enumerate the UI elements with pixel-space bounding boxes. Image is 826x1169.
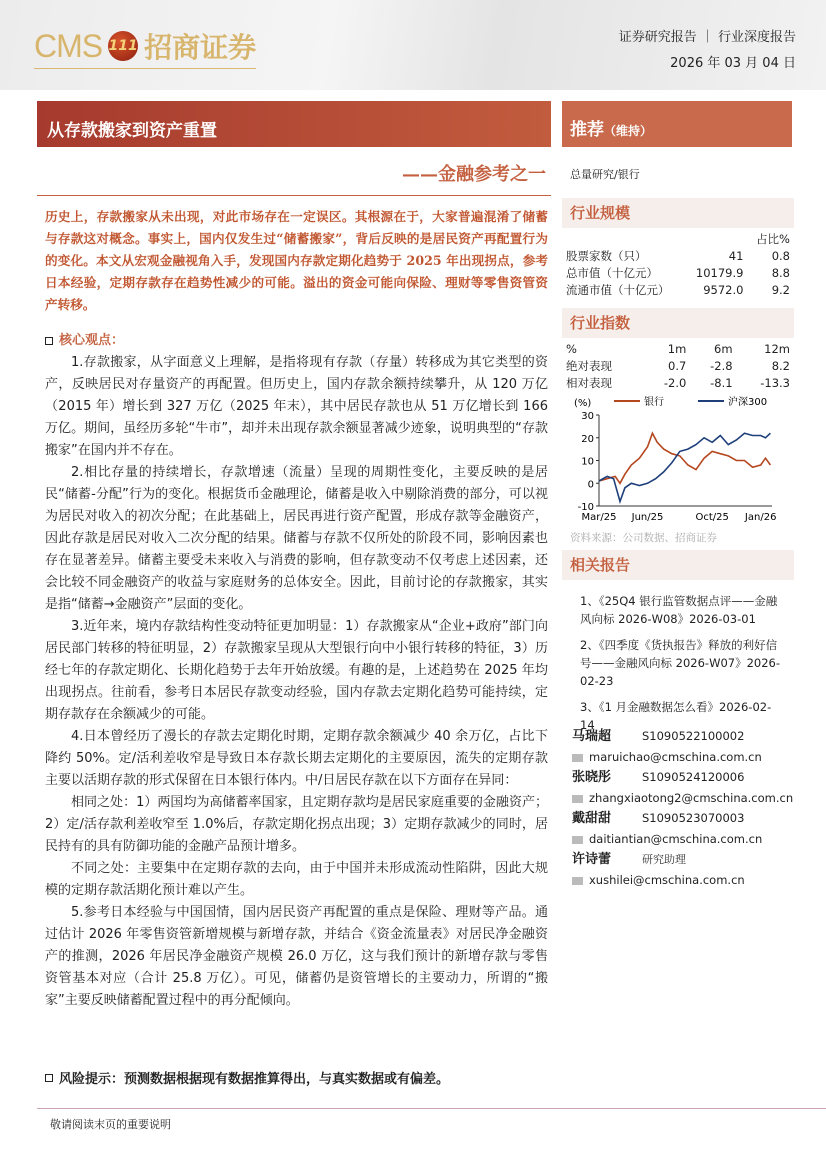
core-views — [45, 330, 548, 1012]
risk-warning: 风险提示：预测数据根据现有数据推算得出，与真实数据或有偏差。 — [45, 1068, 449, 1087]
analyst-email[interactable]: daitiantian@cmschina.com.cn — [589, 832, 763, 846]
divider — [37, 195, 551, 196]
industry-index — [562, 308, 794, 391]
footer-note: 敬请阅读末页的重要说明 — [50, 1118, 171, 1131]
report-header — [0, 0, 826, 90]
related-reports-heading: 相关报告 — [562, 550, 794, 580]
chart-source: 资料来源：公司数据、招商证券 — [570, 532, 717, 544]
y-tick-label: 20 — [581, 433, 594, 445]
analyst-id: S1090523070003 — [642, 811, 745, 825]
analyst-id: S1090524120006 — [642, 770, 745, 784]
analyst-name: 马瑞超 — [572, 729, 612, 744]
paragraph: 4.日本曾经历了漫长的存款去定期化时期，定期存款余额减少 40 余万亿，占比下降约 50%。定/活利差收窄是导致日本存款长期去定期化的主要原因，流失的定期存款主要以活期存款的形式保留在日本银行体内。中/日居民存款在以下方面存在异同： — [45, 729, 548, 788]
x-tick-label: Jan/26 — [744, 512, 777, 523]
y-axis-label: (%) — [574, 398, 592, 409]
logo-badge-icon: 111 — [108, 31, 138, 61]
industry-scale-heading: 行业规模 — [562, 198, 794, 228]
paragraph: 1.存款搬家，从字面意义上理解，是指将现有存款（存量）转移成为其它类型的资产，反映居民对存量资产的再配置。但历史上，国内存款余额持续攀升，从 120 万亿（2015 年）增长到 327 万亿（2025 年末），其中居民存款也从 51 万亿增长到 166 万亿。期间，虽经历多轮“牛市”，却并未出现存款余额显著减少迹象，说明典型的“存款搬家”在国内并不存在。 — [45, 355, 548, 458]
table-row: 股票家数（只） 41 0.8 — [566, 248, 790, 263]
core-views-heading: 核心观点： — [45, 330, 548, 352]
x-tick-label: Jun/25 — [631, 512, 664, 523]
table-row: 总市值（十亿元） 10179.9 8.8 — [566, 265, 790, 280]
legend-bank: 银行 — [644, 397, 664, 408]
email-icon — [572, 795, 583, 803]
series-line-bank — [599, 433, 770, 483]
analyst-name: 戴甜甜 — [572, 811, 612, 826]
x-tick-label: Oct/25 — [695, 512, 729, 523]
checkbox-bullet-icon — [45, 337, 53, 345]
industry-index-heading: 行业指数 — [562, 308, 794, 338]
table-row: 绝对表现 0.7 -2.8 8.2 — [566, 358, 790, 373]
analyst-name: 许诗蕾 — [572, 852, 612, 867]
sector-label: 总量研究/银行 — [570, 168, 640, 181]
report-date: 2026 年 03 月 04 日 — [670, 56, 796, 71]
rating-label: 推荐 — [570, 120, 604, 140]
paragraph: 相同之处：1）两国均为高储蓄率国家，且定期存款均是居民家庭重要的金融资产；2）定/活存款利差收窄至 1.0%后，存款定期化拐点出现；3）定期存款减少的同时，居民持有的具有防御功能的金融产品预计增多。 — [45, 795, 548, 854]
industry-scale-table: 占比% 股票家数（只） 41 0.8 总市值（十亿元） 10179.9 8.8 流通市值（十亿元） 9572.0 9.2 — [562, 230, 794, 298]
summary: 历史上，存款搬家从未出现，对此市场存在一定误区。其根源在于，大家普遍混淆了储蓄与存款这对概念。事实上，国内仅发生过“储蓄搬家”，背后反映的是居民资产再配置行为的变化。本文从宏观金融视角入手，发现国内存款定期化趋势于 2025 年出现拐点，参考日本经验，定期存款存在趋势性减少的可能。溢出的资金可能向保险、理财等零售资管资产转移。 — [45, 209, 548, 312]
analyst-email[interactable]: zhangxiaotong2@cmschina.com.cn — [589, 791, 794, 805]
paragraph: 5.参考日本经验与中国国情，国内居民资产再配置的重点是保险、理财等产品。通过估计 2026 年零售资管新增规模与新增存款，并结合《资金流量表》对居民净金融资产的推测，2026 年居民净金融资产规模 26.0 万亿，这与我们预计的新增存款与零售资管基本对应（合计 25.8 万亿）。可见，储蓄仍是资管增长的主要动力，所谓的“搬家”主要反映储蓄配置过程中的再分配倾向。 — [45, 905, 548, 1008]
y-tick-label: 30 — [581, 411, 594, 422]
email-icon — [572, 836, 583, 844]
email-icon — [572, 754, 583, 762]
y-tick-label: -10 — [577, 502, 594, 513]
analyst-email[interactable]: maruichao@cmschina.com.cn — [589, 750, 762, 764]
rating-sub: （维持） — [604, 124, 653, 138]
table-row: 相对表现 -2.0 -8.1 -13.3 — [566, 375, 790, 390]
paragraph: 2.相比存量的持续增长，存款增速（流量）呈现的周期性变化，主要反映的是居民“储蓄-分配”行为的变化。根据货币金融理论，储蓄是收入中剔除消费的部分，可以视为居民对收入的初次分配；在此基础上，居民再进行资产配置，形成存款等金融资产，因此存款是居民对收入二次分配的结果。储蓄与存款不仅所处的阶段不同，影响因素也存在显著差异。储蓄主要受未来收入与消费的影响，但存款变动不仅考虑上述因素，还会比较不同金融资产的收益与家庭财务的总体安全。因此，目前讨论的存款搬家，其实是指“储蓄→金融资产”层面的变化。 — [45, 465, 548, 612]
related-report-link[interactable]: 2、《四季度《货执报告》释放的利好信号——金融风向标 2026-W07》2026-02-23 — [580, 638, 780, 688]
analyst-id: S1090522100002 — [642, 729, 745, 743]
related-report-link[interactable]: 1、《25Q4 银行监管数据点评——金融风向标 2026-W08》2026-03-01 — [580, 594, 778, 626]
series-line-hs300 — [599, 433, 770, 501]
analyst-email[interactable]: xushilei@cmschina.com.cn — [589, 873, 745, 887]
analyst-name: 张晓彤 — [572, 770, 612, 785]
related-reports — [562, 550, 794, 742]
index-performance-chart — [562, 390, 794, 540]
y-tick-label: 10 — [581, 456, 594, 468]
cms-logo: CMS 111 招商证券 — [34, 26, 256, 69]
industry-index-table: % 1m 6m 12m 绝对表现 0.7 -2.8 8.2 相对表现 -2.0 -8.1 -13.3 — [562, 340, 794, 391]
paragraph: 3.近年来，境内存款结构性变动特征更加明显：1）存款搬家从“企业+政府”部门向居民部门转移的特征明显，2）存款搬家呈现从大型银行向中小银行转移的特征，3）历经七年的存款定期化、长期化趋势于去年开始放缓。有趣的是，上述趋势在 2025 年均出现拐点。往前看，参考日本居民存款变动经验，国内存款去定期化趋势可能持续，定期存款存在余额减少的可能。 — [45, 619, 548, 722]
table-row: 流通市值（十亿元） 9572.0 9.2 — [566, 282, 790, 297]
analyst-role: 研究助理 — [642, 853, 686, 866]
legend-hs300: 沪深300 — [728, 397, 768, 408]
checkbox-bullet-icon — [45, 1074, 53, 1082]
footer-divider — [37, 1108, 826, 1109]
analyst-list — [562, 726, 794, 890]
industry-scale — [562, 198, 794, 298]
report-title: 从存款搬家到资产重置 — [37, 101, 551, 147]
y-tick-label: 0 — [587, 479, 594, 491]
x-tick-label: Mar/25 — [581, 512, 617, 523]
rating-box — [562, 101, 792, 147]
paragraph: 不同之处：主要集中在定期存款的去向，由于中国并未形成流动性陷阱，因此大规模的定期存款活期化预计难以产生。 — [45, 861, 548, 898]
report-type: 证券研究报告 ｜ 行业深度报告 — [618, 30, 796, 45]
email-icon — [572, 877, 583, 885]
report-subtitle: ——金融参考之一 — [402, 164, 546, 185]
related-report-link[interactable]: 3、《1 月金融数据怎么看》2026-02-14 — [580, 700, 772, 732]
